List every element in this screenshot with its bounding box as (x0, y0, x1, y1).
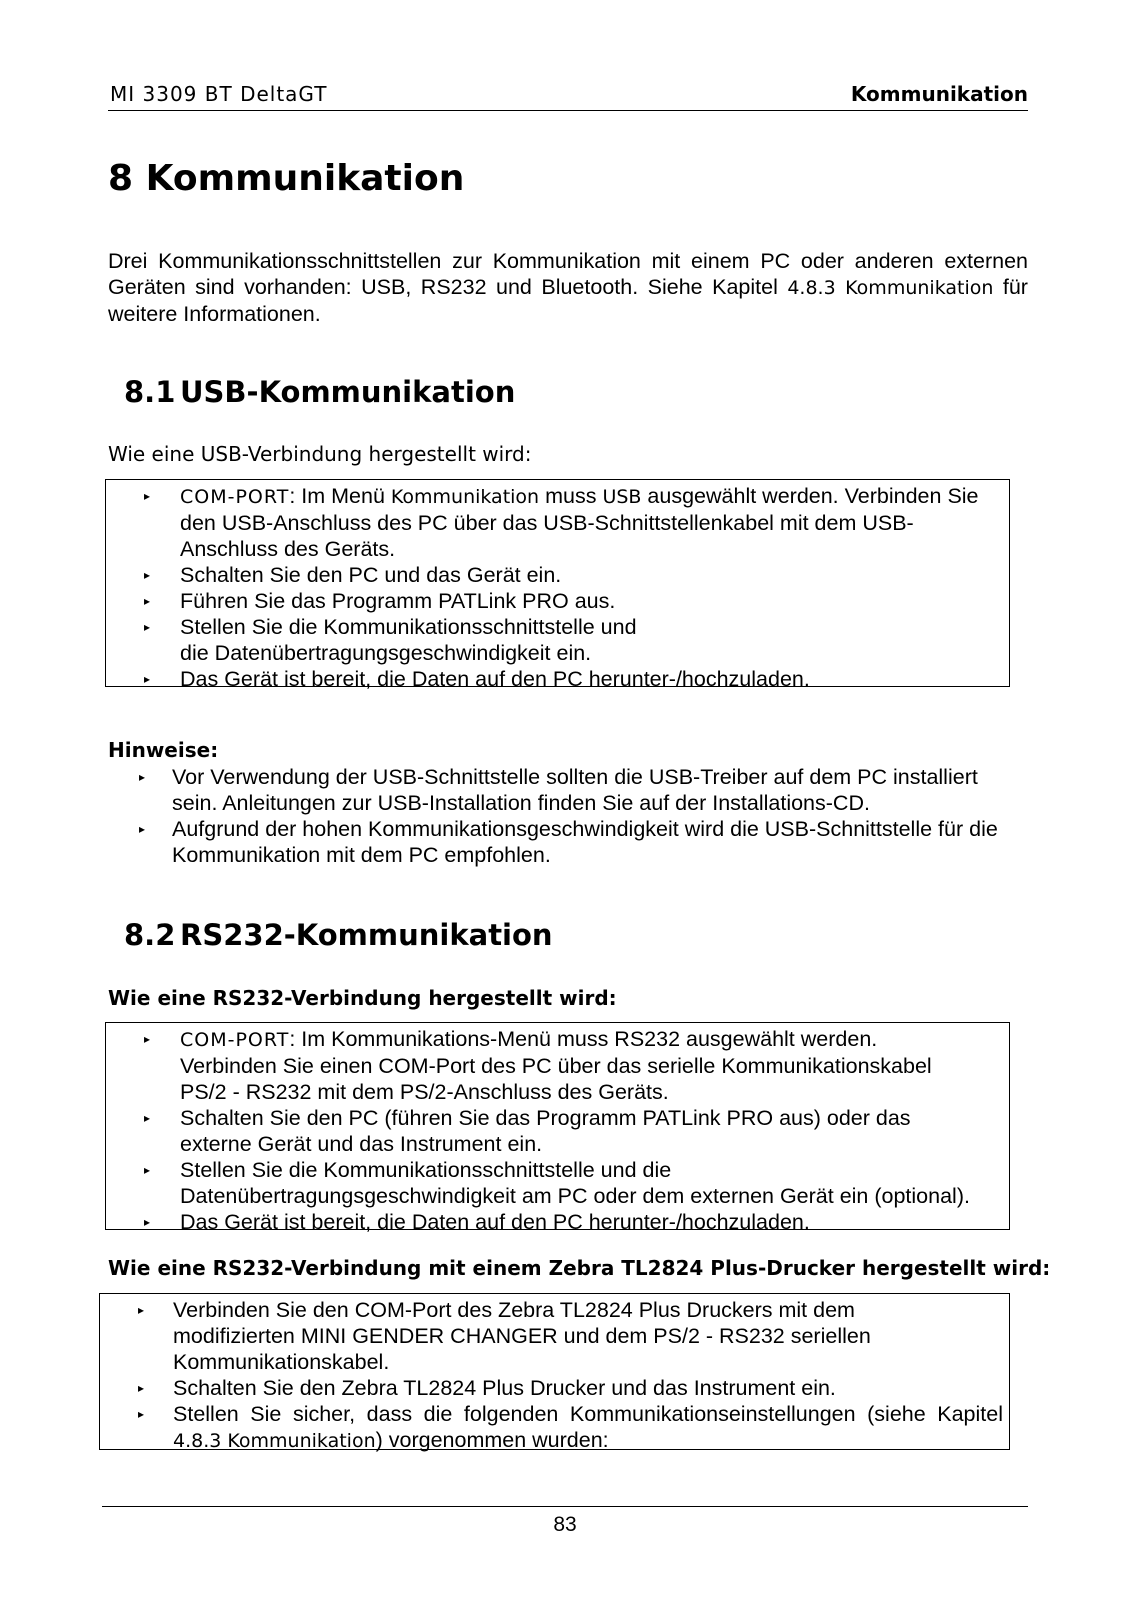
bullet-icon: ▸ (139, 822, 146, 836)
chapter-title: 8 Kommunikation (108, 158, 465, 199)
header-section: Kommunikation (850, 82, 1028, 106)
section-heading-usb (124, 375, 515, 409)
intro-text: Drei Kommunikationsschnittstellen zur Kommunikation mit einem PC oder anderen externen Geräten sind vorhanden: USB, RS232 und Bluetooth. Siehe Kapitel (108, 249, 1028, 299)
usb-howto-label: Wie eine USB-Verbindung hergestellt wird: (108, 442, 532, 466)
note-text: Aufgrund der hohen Kommunikationsgeschwindigkeit wird die USB-Schnittstelle für die Kommunikation mit dem PC empfohlen. (172, 817, 998, 867)
section-title: RS232-Kommunikation (180, 918, 553, 952)
option-ref: USB (602, 486, 642, 508)
section-heading-rs232 (124, 918, 553, 952)
step-text: Führen Sie das Programm PATLink PRO aus. (180, 589, 616, 613)
intro-paragraph (108, 248, 1028, 327)
list-item (100, 1401, 1003, 1454)
bullet-icon: ▸ (138, 1303, 145, 1317)
bullet-icon: ▸ (144, 594, 151, 608)
list-item (106, 588, 989, 614)
intro-ref-number: 4.8.3 (787, 277, 836, 299)
list-item (106, 1157, 1003, 1209)
rs232-steps-box (105, 1022, 1010, 1234)
step-text: ausgewählt werden. Verbinden Sie den USB-Anschluss des PC über das USB-Schnittstellenkabel mit dem USB-Anschluss des Geräts. (180, 484, 979, 561)
step-text: muss (539, 484, 603, 508)
bullet-icon: ▸ (144, 672, 151, 686)
intro-tail: für weitere Informationen. (108, 275, 1028, 326)
bullet-icon: ▸ (144, 489, 151, 503)
list-item (106, 614, 989, 666)
bullet-icon: ▸ (144, 1163, 151, 1177)
com-port-label: COM-PORT (180, 1029, 290, 1051)
list-item (106, 1026, 1003, 1105)
list-item (106, 483, 989, 562)
com-port-label: COM-PORT (180, 486, 290, 508)
step-text: Schalten Sie den PC (führen Sie das Programm PATLink PRO aus) oder das externe Gerät und das Instrument ein. (180, 1106, 911, 1156)
step-text: Stellen Sie die Kommunikationsschnittstelle und die Datenübertragungsgeschwindigkeit ein. (180, 615, 637, 665)
bullet-icon: ▸ (144, 1111, 151, 1125)
section-number: 8.1 (124, 375, 176, 409)
step-text: Schalten Sie den Zebra TL2824 Plus Drucker und das Instrument ein. (173, 1376, 836, 1400)
zebra-steps-box (99, 1293, 1010, 1450)
list-item (106, 1105, 1003, 1157)
step-text: Das Gerät ist bereit, die Daten auf den PC herunter-/hochzuladen. (180, 667, 810, 691)
page-number: 83 (553, 1513, 577, 1536)
bullet-icon: ▸ (144, 1032, 151, 1046)
step-text: : Im Menü (289, 484, 391, 508)
list-item (108, 816, 1028, 868)
zebra-howto-label: Wie eine RS232-Verbindung mit einem Zebra TL2824 Plus-Drucker hergestellt wird: (108, 1256, 1051, 1280)
step-text: Das Gerät ist bereit, die Daten auf den PC herunter-/hochzuladen. (180, 1210, 810, 1234)
usb-steps-box (105, 479, 1010, 691)
rs232-howto-label: Wie eine RS232-Verbindung hergestellt wird: (108, 986, 617, 1010)
list-item (100, 1375, 1003, 1401)
section-title: USB-Kommunikation (180, 375, 516, 409)
step-text: Stellen Sie sicher, dass die folgenden Kommunikationseinstellungen (siehe Kapitel (173, 1402, 1003, 1426)
header-product: MI 3309 BT DeltaGT (110, 82, 328, 106)
page-header (108, 80, 1028, 111)
section-number: 8.2 (124, 918, 176, 952)
step-text: Stellen Sie die Kommunikationsschnittstelle und die Datenübertragungsgeschwindigkeit am PC oder dem externen Gerät ein (optional). (180, 1158, 970, 1208)
step-text: Verbinden Sie den COM-Port des Zebra TL2824 Plus Druckers mit dem modifizierten MINI GENDER CHANGER und dem PS/2 - RS232 seriellen Kommunikationskabel. (173, 1298, 871, 1374)
note-text: Vor Verwendung der USB-Schnittstelle sollten die USB-Treiber auf dem PC installiert sein. Anleitungen zur USB-Installation finden Sie auf der Installations-CD. (172, 765, 978, 815)
step-text: Schalten Sie den PC und das Gerät ein. (180, 563, 562, 587)
notes-list (108, 764, 1028, 868)
menu-ref: Kommunikation (390, 486, 540, 508)
intro-ref-title: Kommunikation (845, 277, 994, 299)
page-footer (102, 1506, 1028, 1536)
list-item (100, 1297, 1003, 1375)
list-item (106, 1209, 1003, 1235)
list-item (108, 764, 1028, 816)
list-item (106, 666, 989, 692)
notes-title: Hinweise: (108, 738, 219, 762)
bullet-icon: ▸ (138, 1381, 145, 1395)
bullet-icon: ▸ (144, 620, 151, 634)
step-text: ) vorgenommen wurden: (375, 1428, 609, 1452)
step-text: : Im Kommunikations-Menü muss RS232 ausgewählt werden. Verbinden Sie einen COM-Port des PC über das serielle Kommunikationskabel PS/2 - RS232 mit dem PS/2-Anschluss des Geräts. (180, 1027, 932, 1104)
bullet-icon: ▸ (144, 1215, 151, 1229)
bullet-icon: ▸ (144, 568, 151, 582)
list-item (106, 562, 989, 588)
bullet-icon: ▸ (139, 770, 146, 784)
chapter-ref: 4.8.3 Kommunikation (173, 1430, 376, 1452)
bullet-icon: ▸ (138, 1407, 145, 1421)
